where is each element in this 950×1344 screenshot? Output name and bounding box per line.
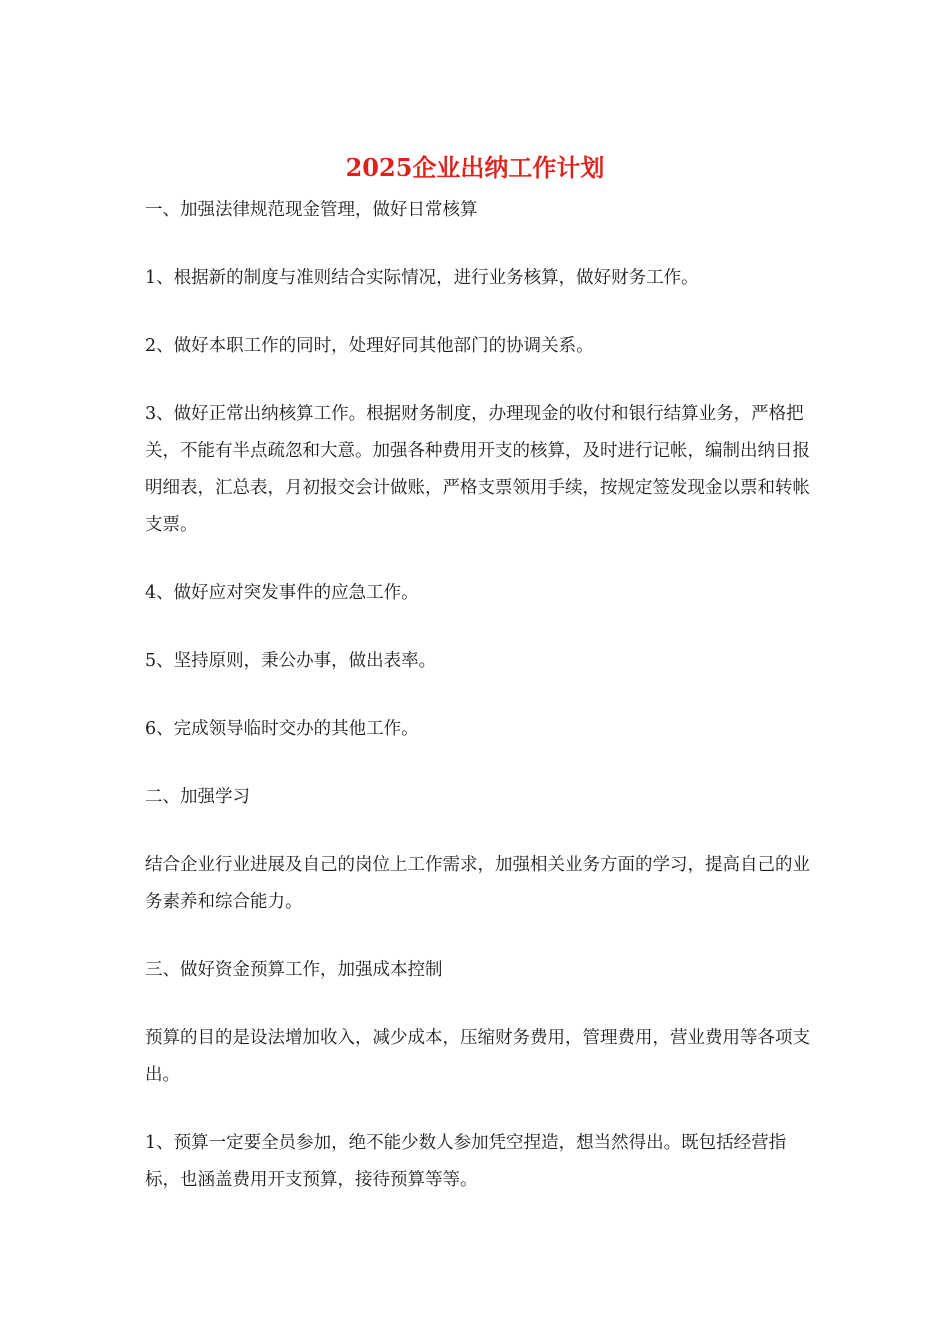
paragraph-item-1: 1、根据新的制度与准则结合实际情况，进行业务核算，做好财务工作。 xyxy=(145,268,699,288)
section-heading-3: 三、做好资金预算工作，加强成本控制 xyxy=(145,960,443,980)
paragraph-item-6: 6、完成领导临时交办的其他工作。 xyxy=(145,719,419,739)
document-body xyxy=(145,192,810,1230)
paragraph-item-2: 2、做好本职工作的同时，处理好同其他部门的协调关系。 xyxy=(145,336,594,356)
section-heading-2: 二、加强学习 xyxy=(145,787,250,807)
paragraph-item-5: 5、坚持原则，秉公办事，做出表率。 xyxy=(145,651,437,671)
paragraph-study: 结合企业行业进展及自己的岗位上工作需求，加强相关业务方面的学习，提高自己的业务素养和综合能力。 xyxy=(145,855,810,912)
paragraph-budget-purpose: 预算的目的是设法增加收入，减少成本，压缩财务费用，管理费用，营业费用等各项支出。 xyxy=(145,1028,810,1085)
paragraph-item-4: 4、做好应对突发事件的应急工作。 xyxy=(145,583,419,603)
paragraph-item-3: 3、做好正常出纳核算工作。根据财务制度，办理现金的收付和银行结算业务，严格把关，不能有半点疏忽和大意。加强各种费用开支的核算，及时进行记帐，编制出纳日报明细表，汇总表，月初报交会计做账，严格支票领用手续，按规定签发现金以票和转帐支票。 xyxy=(145,404,810,535)
paragraph-budget-item-1: 1、预算一定要全员参加，绝不能少数人参加凭空捏造，想当然得出。既包括经营指标，也涵盖费用开支预算，接待预算等等。 xyxy=(145,1133,787,1190)
document-title: 2025企业出纳工作计划 xyxy=(345,153,605,182)
section-heading-1: 一、加强法律规范现金管理，做好日常核算 xyxy=(145,200,478,220)
